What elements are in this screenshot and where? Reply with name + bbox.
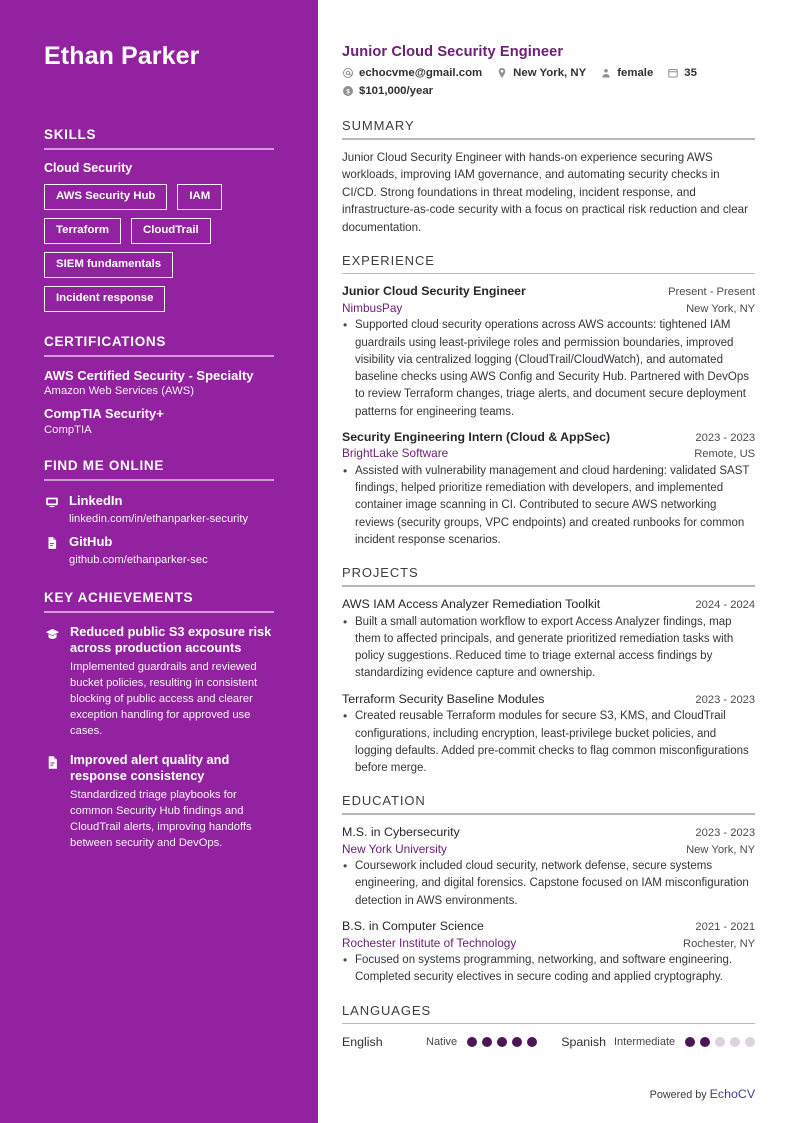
contact-value: 35 (684, 67, 697, 79)
divider (44, 479, 274, 481)
achievement-description: Implemented guardrails and reviewed bucket policies, resulting in consistent blocking of public access and clearer exception handling for approved use cases. (70, 661, 258, 737)
entry-organization: Rochester Institute of Technology (342, 935, 517, 950)
entry-header (342, 824, 755, 841)
entry-bullet-list (342, 317, 755, 421)
skill-chip: SIEM fundamentals (44, 252, 173, 278)
proficiency-dot (700, 1037, 710, 1047)
achievement-title: Improved alert quality and response consistency (70, 751, 230, 784)
entry-location: Rochester, NY (682, 937, 756, 950)
entry-organization: New York University (342, 841, 447, 856)
proficiency-dot (467, 1037, 477, 1047)
online-link-title: LinkedIn (69, 492, 123, 508)
skill-chip: Terraform (44, 218, 121, 244)
document-icon (44, 755, 60, 852)
entry-date: 2024 - 2024 (695, 598, 756, 611)
language-list (342, 1033, 755, 1049)
proficiency-dot (527, 1037, 537, 1047)
proficiency-dot (497, 1037, 507, 1047)
language-proficiency-dots (467, 1037, 537, 1047)
entry-date: 2023 - 2023 (695, 826, 756, 839)
skill-chip-list (44, 184, 274, 312)
entry-title: Junior Cloud Security Engineer (342, 284, 526, 299)
proficiency-dot (715, 1037, 725, 1047)
contact-item (496, 67, 586, 79)
skill-group-list (44, 161, 274, 312)
experience-heading: EXPERIENCE (342, 252, 435, 268)
entry-organization: BrightLake Software (342, 446, 449, 461)
entry-subheader (342, 300, 755, 317)
contact-value: echocvme@gmail.com (359, 67, 483, 79)
entry-bullet: • Created reusable Terraform modules for secure S3, KMS, and CloudTrail configurations, including encryption, least-privilege bucket policies, and logging defaults. Added pre-commit checks to flag common misconfigurations before merge. (342, 708, 755, 777)
summary-heading: SUMMARY (342, 118, 415, 133)
entry-bullet-list (342, 708, 755, 777)
entry-date: 2021 - 2021 (695, 920, 756, 933)
contact-info (342, 67, 755, 97)
certification-item (44, 406, 274, 435)
contact-value: $101,000/year (359, 85, 434, 97)
language-level: Native (426, 1036, 458, 1049)
entry-bullet: • Built a small automation workflow to export Access Analyzer findings, map them to affected principals, and generate prioritized remediation tasks with policy suggestions. Reduced time to triage external access findings by standardizing evidence capture and ownership. (342, 614, 755, 683)
sidebar-section-skills (44, 127, 274, 312)
skill-chip: IAM (177, 184, 222, 210)
achievement-item (44, 624, 274, 740)
language-name: Spanish (561, 1035, 606, 1050)
achievement-list (44, 624, 274, 852)
divider (342, 273, 755, 275)
entry-date: 2023 - 2023 (695, 431, 756, 444)
certification-issuer: Amazon Web Services (AWS) (44, 385, 195, 398)
entry-bullet: • Assisted with vulnerability management and cloud hardening: validated SAST findings, helped prioritize remediation with developers, and implemented container image scanning in CI. Contributed to secure AWS networking reviews (security groups, VPC endpoints) and created runbooks for common incident response scenarios. (342, 463, 755, 549)
divider (342, 1023, 755, 1025)
sidebar-section-find-me-online (44, 458, 274, 568)
online-link-title: GitHub (69, 534, 113, 550)
divider (342, 585, 755, 587)
certification-issuer: CompTIA (44, 423, 92, 436)
contact-item (342, 67, 482, 79)
language-item (342, 1035, 537, 1049)
language-name: English (342, 1035, 383, 1050)
entry-subheader (342, 935, 755, 952)
certification-name: CompTIA Security+ (44, 406, 164, 422)
divider (44, 148, 274, 150)
education-heading: EDUCATION (342, 793, 426, 809)
skills-heading: SKILLS (44, 126, 97, 142)
entry-bullet: • Coursework included cloud security, network defense, secure systems engineering, and digital forensics. Capstone focused on IAM misconfiguration detection in AWS environments. (342, 858, 755, 910)
entry-organization: NimbusPay (342, 300, 403, 315)
contact-item (342, 85, 433, 97)
section-experience (342, 253, 755, 550)
summary-text: Junior Cloud Security Engineer with hands-on experience securing AWS workloads, improving IAM governance, and automating security checks in CI/CD. Strong foundations in threat modeling, incident response, and infrastructure-as-code security with a focus on practical risk reduction and clear documentation. (342, 150, 748, 235)
entry-bullet: • Focused on systems programming, networking, and software engineering. Completed security electives in secure coding and applied cryptography. (342, 952, 755, 987)
contact-value: female (617, 67, 654, 79)
document-icon (44, 536, 59, 568)
skill-group (44, 161, 274, 312)
find-me-online-heading: FIND ME ONLINE (44, 457, 165, 473)
entry-header (342, 596, 755, 613)
section-education (342, 793, 755, 986)
candidate-name: Ethan Parker (44, 42, 200, 70)
entry-location: New York, NY (686, 843, 756, 856)
main-column (318, 0, 794, 1123)
email-icon (342, 67, 354, 79)
proficiency-dot (685, 1037, 695, 1047)
entry-location: New York, NY (686, 302, 756, 315)
entry-item (342, 596, 755, 683)
entry-item (342, 283, 755, 421)
proficiency-dot (512, 1037, 522, 1047)
page-title: Junior Cloud Security Engineer (342, 44, 564, 60)
achievement-item (44, 752, 274, 852)
divider (342, 138, 755, 140)
skill-group-name: Cloud Security (44, 160, 133, 175)
divider (44, 355, 274, 357)
entry-bullet-list (342, 614, 755, 683)
entry-title: AWS IAM Access Analyzer Remediation Toolkit (342, 596, 601, 611)
entry-item (342, 429, 755, 549)
entry-location: Remote, US (694, 448, 756, 461)
experience-list (342, 283, 755, 549)
svg-text:$: $ (346, 88, 350, 96)
section-languages (342, 1003, 755, 1050)
entry-item (342, 691, 755, 778)
skill-chip: CloudTrail (131, 218, 211, 244)
location-pin-icon (496, 67, 508, 79)
footer-powered-by: Powered by (649, 1089, 707, 1101)
projects-list (342, 596, 755, 777)
entry-item (342, 918, 755, 987)
divider (44, 611, 274, 613)
proficiency-dot (730, 1037, 740, 1047)
entry-item (342, 824, 755, 910)
key-achievements-heading: KEY ACHIEVEMENTS (44, 589, 194, 605)
entry-header (342, 283, 755, 300)
entry-bullet-list (342, 952, 755, 987)
certifications-heading: CERTIFICATIONS (44, 334, 167, 350)
online-link-item[interactable] (44, 533, 274, 568)
certification-item (44, 368, 274, 397)
monitor-icon (44, 495, 59, 527)
education-list (342, 824, 755, 987)
sidebar-section-key-achievements (44, 590, 274, 852)
contact-value: New York, NY (513, 67, 587, 79)
language-level: Intermediate (613, 1036, 676, 1049)
language-proficiency-dots (685, 1037, 755, 1047)
entry-subheader (342, 445, 755, 462)
language-item (561, 1035, 755, 1049)
sidebar (0, 0, 318, 1123)
divider (342, 813, 755, 815)
section-summary (342, 118, 755, 237)
online-link-item[interactable] (44, 492, 274, 527)
contact-item (600, 67, 653, 79)
languages-heading: LANGUAGES (342, 1002, 432, 1018)
achievement-description: Standardized triage playbooks for common Security Hub findings and CloudTrail alerts, improving handoffs between security and DevOps. (70, 788, 252, 849)
entry-header (342, 429, 755, 446)
entry-header (342, 918, 755, 935)
skill-chip: AWS Security Hub (44, 184, 167, 210)
entry-date: 2023 - 2023 (695, 693, 756, 706)
entry-title: B.S. in Computer Science (342, 918, 484, 933)
projects-heading: PROJECTS (342, 565, 419, 581)
entry-bullet: • Supported cloud security operations across AWS accounts: tightened IAM guardrails using least-privilege roles and permission boundaries, improved visibility via centralized logging (CloudTrail/CloudWatch), and automated baseline checks using AWS Config and Security Hub. Partnered with DevOps to review Terraform changes, triage alerts, and document secure deployment patterns for engineering teams. (342, 317, 755, 421)
person-icon (600, 67, 612, 79)
certification-name: AWS Certified Security - Specialty (44, 368, 254, 384)
proficiency-dot (482, 1037, 492, 1047)
entry-header (342, 691, 755, 708)
entry-bullet-list (342, 463, 755, 549)
skill-chip: Incident response (44, 286, 165, 312)
entry-title: M.S. in Cybersecurity (342, 824, 460, 839)
entry-date: Present - Present (668, 286, 756, 299)
online-link-url[interactable]: linkedin.com/in/ethanparker-security (69, 512, 249, 525)
footer-brand: EchoCV (709, 1087, 756, 1101)
entry-bullet-list (342, 858, 755, 910)
online-link-list (44, 492, 274, 568)
dollar-circle-icon (342, 85, 354, 97)
certification-list (44, 368, 274, 436)
entry-title: Security Engineering Intern (Cloud & AppSec) (342, 429, 611, 444)
contact-item (667, 67, 697, 79)
footer (650, 1087, 756, 1101)
online-link-url[interactable]: github.com/ethanparker-sec (69, 554, 208, 567)
achievement-title: Reduced public S3 exposure risk across production accounts (70, 623, 272, 656)
entry-subheader (342, 841, 755, 858)
sidebar-section-certifications (44, 334, 274, 436)
calendar-icon (667, 67, 679, 79)
proficiency-dot (745, 1037, 755, 1047)
section-projects (342, 565, 755, 777)
entry-title: Terraform Security Baseline Modules (342, 691, 545, 706)
graduation-cap-icon (44, 627, 60, 740)
